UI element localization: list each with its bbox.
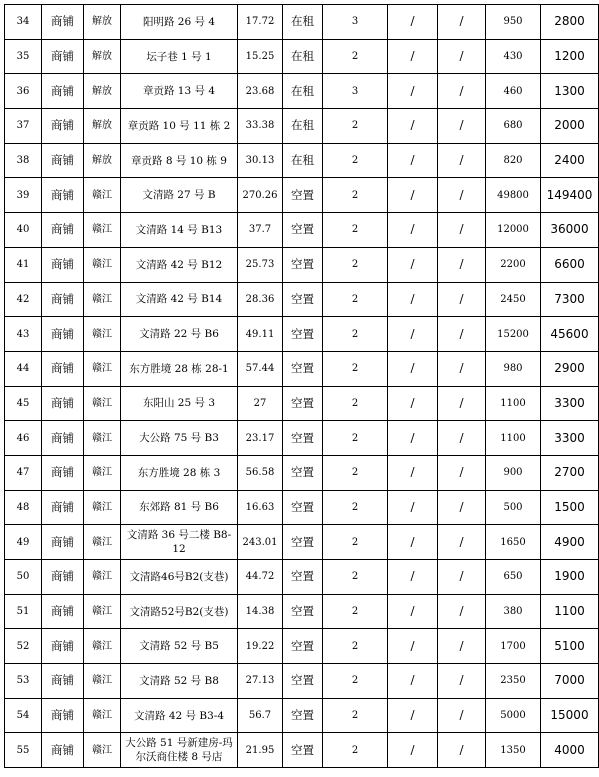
table-row <box>5 560 599 595</box>
cell-col9: / <box>438 455 486 490</box>
cell-number: 34 <box>5 5 42 40</box>
cell-col7: 2 <box>323 282 388 317</box>
cell-col10: 1100 <box>486 386 541 421</box>
cell-col11: 3300 <box>541 386 599 421</box>
cell-col7: 2 <box>323 351 388 386</box>
cell-col10: 1350 <box>486 733 541 768</box>
cell-district: 解放 <box>84 5 121 40</box>
cell-number: 35 <box>5 39 42 74</box>
cell-area: 21.95 <box>238 733 283 768</box>
cell-col10: 460 <box>486 74 541 109</box>
cell-number: 50 <box>5 560 42 595</box>
cell-district: 解放 <box>84 143 121 178</box>
cell-col8: / <box>388 629 438 664</box>
cell-col8: / <box>388 317 438 352</box>
cell-col8: / <box>388 525 438 560</box>
cell-area: 44.72 <box>238 560 283 595</box>
cell-status: 空置 <box>283 560 323 595</box>
cell-col11: 1300 <box>541 74 599 109</box>
cell-district: 解放 <box>84 39 121 74</box>
cell-district: 赣江 <box>84 594 121 629</box>
cell-col7: 2 <box>323 490 388 525</box>
cell-number: 44 <box>5 351 42 386</box>
cell-district: 赣江 <box>84 178 121 213</box>
cell-col8: / <box>388 351 438 386</box>
cell-col10: 650 <box>486 560 541 595</box>
table-row <box>5 5 599 40</box>
cell-district: 赣江 <box>84 733 121 768</box>
cell-col11: 6600 <box>541 247 599 282</box>
cell-col10: 950 <box>486 5 541 40</box>
cell-number: 53 <box>5 664 42 699</box>
cell-address: 阳明路 26 号 4 <box>121 5 238 40</box>
cell-col9: / <box>438 143 486 178</box>
cell-address: 文清路 52 号 B5 <box>121 629 238 664</box>
table-row <box>5 386 599 421</box>
cell-status: 空置 <box>283 317 323 352</box>
cell-area: 56.58 <box>238 455 283 490</box>
cell-col8: / <box>388 213 438 248</box>
cell-area: 49.11 <box>238 317 283 352</box>
cell-col7: 2 <box>323 421 388 456</box>
cell-col7: 2 <box>323 560 388 595</box>
cell-col9: / <box>438 109 486 144</box>
cell-col9: / <box>438 560 486 595</box>
cell-col9: / <box>438 525 486 560</box>
cell-property-type: 商铺 <box>42 386 84 421</box>
cell-col10: 1100 <box>486 421 541 456</box>
cell-area: 17.72 <box>238 5 283 40</box>
cell-area: 270.26 <box>238 178 283 213</box>
cell-col11: 2700 <box>541 455 599 490</box>
cell-property-type: 商铺 <box>42 455 84 490</box>
cell-address: 东阳山 25 号 3 <box>121 386 238 421</box>
cell-col8: / <box>388 5 438 40</box>
cell-district: 赣江 <box>84 490 121 525</box>
cell-number: 45 <box>5 386 42 421</box>
cell-property-type: 商铺 <box>42 733 84 768</box>
cell-number: 41 <box>5 247 42 282</box>
cell-col11: 1900 <box>541 560 599 595</box>
cell-col10: 980 <box>486 351 541 386</box>
cell-area: 27.13 <box>238 664 283 699</box>
cell-area: 33.38 <box>238 109 283 144</box>
cell-district: 赣江 <box>84 455 121 490</box>
cell-col7: 2 <box>323 594 388 629</box>
cell-property-type: 商铺 <box>42 525 84 560</box>
cell-col7: 3 <box>323 74 388 109</box>
table-row <box>5 629 599 664</box>
table-row <box>5 698 599 733</box>
cell-district: 赣江 <box>84 317 121 352</box>
cell-col9: / <box>438 74 486 109</box>
cell-col10: 15200 <box>486 317 541 352</box>
cell-property-type: 商铺 <box>42 5 84 40</box>
cell-status: 空置 <box>283 455 323 490</box>
cell-number: 37 <box>5 109 42 144</box>
cell-col11: 7000 <box>541 664 599 699</box>
cell-col8: / <box>388 733 438 768</box>
cell-area: 14.38 <box>238 594 283 629</box>
cell-area: 37.7 <box>238 213 283 248</box>
cell-col9: / <box>438 213 486 248</box>
cell-address: 东郊路 81 号 B6 <box>121 490 238 525</box>
cell-property-type: 商铺 <box>42 109 84 144</box>
cell-area: 57.44 <box>238 351 283 386</box>
cell-area: 19.22 <box>238 629 283 664</box>
table-row <box>5 74 599 109</box>
cell-col9: / <box>438 629 486 664</box>
cell-col9: / <box>438 178 486 213</box>
cell-status: 空置 <box>283 698 323 733</box>
cell-address: 文清路 42 号 B14 <box>121 282 238 317</box>
cell-col9: / <box>438 490 486 525</box>
table-row <box>5 351 599 386</box>
cell-col8: / <box>388 664 438 699</box>
table-row <box>5 247 599 282</box>
cell-status: 空置 <box>283 247 323 282</box>
cell-col10: 2450 <box>486 282 541 317</box>
cell-address: 文清路 36 号二楼 B8-12 <box>121 525 238 560</box>
table-row <box>5 594 599 629</box>
cell-col9: / <box>438 421 486 456</box>
cell-col7: 2 <box>323 39 388 74</box>
cell-col7: 2 <box>323 455 388 490</box>
cell-col11: 36000 <box>541 213 599 248</box>
table-row <box>5 733 599 768</box>
cell-address: 文清路 22 号 B6 <box>121 317 238 352</box>
cell-col11: 2000 <box>541 109 599 144</box>
cell-col9: / <box>438 351 486 386</box>
cell-district: 赣江 <box>84 213 121 248</box>
cell-col7: 2 <box>323 213 388 248</box>
cell-number: 52 <box>5 629 42 664</box>
cell-area: 25.73 <box>238 247 283 282</box>
table-row <box>5 490 599 525</box>
cell-col10: 49800 <box>486 178 541 213</box>
cell-col8: / <box>388 490 438 525</box>
cell-number: 42 <box>5 282 42 317</box>
cell-address: 文清路 42 号 B3-4 <box>121 698 238 733</box>
cell-col11: 2900 <box>541 351 599 386</box>
cell-col7: 2 <box>323 525 388 560</box>
cell-col7: 3 <box>323 5 388 40</box>
cell-col8: / <box>388 143 438 178</box>
cell-property-type: 商铺 <box>42 282 84 317</box>
cell-status: 空置 <box>283 351 323 386</box>
cell-property-type: 商铺 <box>42 664 84 699</box>
property-table <box>4 4 599 768</box>
cell-property-type: 商铺 <box>42 143 84 178</box>
cell-col8: / <box>388 594 438 629</box>
cell-col7: 2 <box>323 109 388 144</box>
cell-address: 东方胜境 28 栋 28-1 <box>121 351 238 386</box>
cell-col10: 430 <box>486 39 541 74</box>
table-row <box>5 664 599 699</box>
cell-number: 49 <box>5 525 42 560</box>
cell-col7: 2 <box>323 247 388 282</box>
cell-status: 空置 <box>283 664 323 699</box>
cell-property-type: 商铺 <box>42 629 84 664</box>
cell-property-type: 商铺 <box>42 560 84 595</box>
cell-status: 空置 <box>283 386 323 421</box>
cell-col8: / <box>388 455 438 490</box>
cell-number: 40 <box>5 213 42 248</box>
cell-district: 赣江 <box>84 560 121 595</box>
cell-col7: 2 <box>323 664 388 699</box>
cell-col9: / <box>438 594 486 629</box>
cell-district: 赣江 <box>84 282 121 317</box>
cell-col11: 1100 <box>541 594 599 629</box>
cell-status: 在租 <box>283 74 323 109</box>
cell-col7: 2 <box>323 733 388 768</box>
cell-property-type: 商铺 <box>42 178 84 213</box>
cell-area: 27 <box>238 386 283 421</box>
cell-property-type: 商铺 <box>42 421 84 456</box>
cell-col9: / <box>438 698 486 733</box>
cell-area: 23.68 <box>238 74 283 109</box>
cell-col7: 2 <box>323 317 388 352</box>
cell-col11: 7300 <box>541 282 599 317</box>
cell-col8: / <box>388 178 438 213</box>
cell-area: 23.17 <box>238 421 283 456</box>
cell-status: 空置 <box>283 213 323 248</box>
cell-area: 15.25 <box>238 39 283 74</box>
cell-area: 56.7 <box>238 698 283 733</box>
cell-district: 赣江 <box>84 421 121 456</box>
cell-col8: / <box>388 74 438 109</box>
cell-col7: 2 <box>323 386 388 421</box>
cell-district: 解放 <box>84 109 121 144</box>
cell-status: 在租 <box>283 143 323 178</box>
table-row <box>5 39 599 74</box>
table-row <box>5 143 599 178</box>
cell-property-type: 商铺 <box>42 317 84 352</box>
cell-col11: 15000 <box>541 698 599 733</box>
cell-property-type: 商铺 <box>42 698 84 733</box>
cell-col11: 5100 <box>541 629 599 664</box>
cell-address: 文清路 27 号 B <box>121 178 238 213</box>
cell-status: 空置 <box>283 733 323 768</box>
cell-number: 47 <box>5 455 42 490</box>
cell-status: 空置 <box>283 282 323 317</box>
cell-address: 章贡路 10 号 11 栋 2 <box>121 109 238 144</box>
cell-status: 在租 <box>283 109 323 144</box>
cell-col8: / <box>388 421 438 456</box>
cell-number: 43 <box>5 317 42 352</box>
cell-status: 空置 <box>283 594 323 629</box>
cell-area: 243.01 <box>238 525 283 560</box>
cell-area: 28.36 <box>238 282 283 317</box>
cell-property-type: 商铺 <box>42 74 84 109</box>
cell-number: 55 <box>5 733 42 768</box>
table-row <box>5 178 599 213</box>
cell-status: 空置 <box>283 490 323 525</box>
cell-col8: / <box>388 109 438 144</box>
cell-property-type: 商铺 <box>42 490 84 525</box>
cell-district: 赣江 <box>84 664 121 699</box>
table-row <box>5 317 599 352</box>
cell-col11: 2800 <box>541 5 599 40</box>
cell-col10: 500 <box>486 490 541 525</box>
cell-area: 30.13 <box>238 143 283 178</box>
cell-area: 16.63 <box>238 490 283 525</box>
cell-col10: 680 <box>486 109 541 144</box>
cell-district: 赣江 <box>84 698 121 733</box>
cell-address: 章贡路 13 号 4 <box>121 74 238 109</box>
cell-district: 赣江 <box>84 351 121 386</box>
cell-col7: 2 <box>323 629 388 664</box>
cell-col9: / <box>438 247 486 282</box>
cell-number: 48 <box>5 490 42 525</box>
cell-col11: 4000 <box>541 733 599 768</box>
cell-status: 在租 <box>283 5 323 40</box>
cell-col9: / <box>438 386 486 421</box>
cell-col11: 1200 <box>541 39 599 74</box>
cell-col8: / <box>388 386 438 421</box>
table-row <box>5 282 599 317</box>
cell-col10: 820 <box>486 143 541 178</box>
cell-address: 文清路 52 号 B8 <box>121 664 238 699</box>
cell-col10: 900 <box>486 455 541 490</box>
table-row <box>5 525 599 560</box>
cell-col9: / <box>438 317 486 352</box>
cell-address: 大公路 75 号 B3 <box>121 421 238 456</box>
cell-col9: / <box>438 282 486 317</box>
cell-status: 空置 <box>283 525 323 560</box>
cell-col11: 149400 <box>541 178 599 213</box>
cell-district: 赣江 <box>84 247 121 282</box>
cell-col11: 45600 <box>541 317 599 352</box>
cell-address: 坛子巷 1 号 1 <box>121 39 238 74</box>
cell-col7: 2 <box>323 143 388 178</box>
cell-property-type: 商铺 <box>42 594 84 629</box>
cell-property-type: 商铺 <box>42 213 84 248</box>
cell-col9: / <box>438 664 486 699</box>
cell-col10: 1700 <box>486 629 541 664</box>
cell-status: 空置 <box>283 421 323 456</box>
cell-col8: / <box>388 247 438 282</box>
cell-district: 赣江 <box>84 525 121 560</box>
cell-col10: 5000 <box>486 698 541 733</box>
cell-address: 大公路 51 号新建房-玛尔沃商住楼 8 号店 <box>121 733 238 768</box>
table-row <box>5 455 599 490</box>
cell-address: 文清路 42 号 B12 <box>121 247 238 282</box>
cell-number: 46 <box>5 421 42 456</box>
cell-number: 54 <box>5 698 42 733</box>
cell-col11: 4900 <box>541 525 599 560</box>
cell-col10: 2350 <box>486 664 541 699</box>
cell-number: 36 <box>5 74 42 109</box>
cell-number: 38 <box>5 143 42 178</box>
cell-col11: 1500 <box>541 490 599 525</box>
cell-col10: 2200 <box>486 247 541 282</box>
cell-col9: / <box>438 39 486 74</box>
cell-status: 空置 <box>283 629 323 664</box>
cell-number: 39 <box>5 178 42 213</box>
table-row <box>5 421 599 456</box>
cell-address: 文清路52号B2(支巷) <box>121 594 238 629</box>
cell-district: 赣江 <box>84 629 121 664</box>
cell-col10: 380 <box>486 594 541 629</box>
cell-col9: / <box>438 733 486 768</box>
cell-col11: 3300 <box>541 421 599 456</box>
cell-col10: 12000 <box>486 213 541 248</box>
cell-col8: / <box>388 39 438 74</box>
cell-address: 文清路46号B2(支巷) <box>121 560 238 595</box>
cell-col8: / <box>388 560 438 595</box>
cell-status: 在租 <box>283 39 323 74</box>
cell-address: 章贡路 8 号 10 栋 9 <box>121 143 238 178</box>
table-row <box>5 109 599 144</box>
cell-col8: / <box>388 698 438 733</box>
cell-property-type: 商铺 <box>42 351 84 386</box>
cell-address: 文清路 14 号 B13 <box>121 213 238 248</box>
cell-address: 东方胜境 28 栋 3 <box>121 455 238 490</box>
cell-col9: / <box>438 5 486 40</box>
cell-col11: 2400 <box>541 143 599 178</box>
cell-district: 解放 <box>84 74 121 109</box>
cell-number: 51 <box>5 594 42 629</box>
cell-status: 空置 <box>283 178 323 213</box>
cell-col7: 2 <box>323 178 388 213</box>
cell-col7: 2 <box>323 698 388 733</box>
cell-property-type: 商铺 <box>42 247 84 282</box>
cell-col10: 1650 <box>486 525 541 560</box>
cell-district: 赣江 <box>84 386 121 421</box>
cell-property-type: 商铺 <box>42 39 84 74</box>
cell-col8: / <box>388 282 438 317</box>
table-row <box>5 213 599 248</box>
